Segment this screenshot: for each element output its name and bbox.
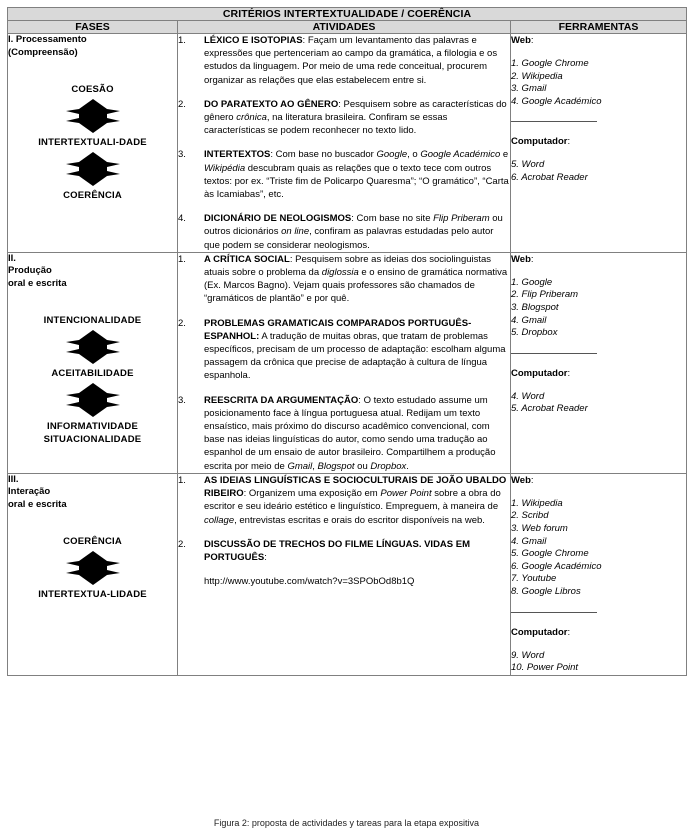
tools-divider (511, 121, 597, 122)
table-row (8, 252, 687, 473)
activity-text: AS IDEIAS LINGUÍSTICAS E SOCIOCULTURAIS DE JOÃO UBALDO RIBEIRO: Organizem uma exposição em Power Point sobre a obra do escritor e seu ideário estético e linguístico. Empreguem, à maneira de collage, entrevistas escritas e orais do escritor disponíveis na web. (204, 474, 507, 526)
tools-web-label: Web: (511, 35, 534, 46)
tool-item: 2. Wikipedia (511, 70, 563, 82)
phase-title: II. Produção oral e escrita (8, 252, 67, 289)
activities-cell (178, 252, 511, 473)
column-header-fases: FASES (8, 21, 178, 34)
tool-item: 3. Web forum (511, 523, 568, 535)
table-row (8, 34, 687, 253)
activity-item (178, 148, 510, 201)
activity-text: A CRÍTICA SOCIAL: Pesquisem sobre as ideias dos sociolinguistas atuais sobre o problema da diglossia e o ensino de gramática normativa (Ex. Marcos Bagno). Vejam quais professores são chamados de “gramáticos de plantão” e por quê. (204, 253, 508, 305)
table-row (8, 473, 687, 675)
double-arrow-icon (8, 551, 177, 585)
phase-term: INTERTEXTUALI-DADE (38, 137, 147, 148)
tools-cell (511, 34, 687, 253)
activity-item (178, 538, 510, 589)
activity-number: 1. (178, 253, 186, 265)
tools-computer-label: Computador: (511, 626, 571, 638)
activity-number: 1. (178, 474, 186, 486)
phase-term: ACEITABILIDADE (51, 368, 134, 380)
phase-term: INTENCIONALIDADE (43, 315, 142, 327)
table-title: CRITÉRIOS INTERTEXTUALIDADE / COERÊNCIA (8, 8, 687, 21)
tool-item: 2. Scribd (511, 510, 549, 522)
table-body (8, 34, 687, 676)
tools-web-list (511, 58, 686, 108)
table-title-row (8, 8, 687, 21)
tools-web-list (511, 277, 686, 340)
phase-cell (8, 252, 178, 473)
activity-text: REESCRITA DA ARGUMENTAÇÃO: O texto estudado assume um posicionamento face à língua portuguesa atual. Redijam um texto ensaístico, mais próximo do discurso acadêmico convencional, com base nas ideias linguísticas do autor, como sendo uma tradução ao espanhol de um ensaio de autor brasileiro. Compartilhem a produção escrita por meio de Gmail, Blogspot ou Dropbox. (204, 394, 496, 472)
tools-web-label: Web: (511, 474, 534, 486)
tool-item: 3. Blogspot (511, 302, 559, 314)
phase-term: INFORMATIVIDADE SITUACIONALIDADE (43, 421, 142, 446)
activity-number: 1. (178, 35, 186, 46)
phase-flow (8, 525, 177, 601)
tool-item: 5. Word (511, 159, 545, 171)
activity-text: INTERTEXTOS: Com base no buscador Google, o Google Académico e Wikipédia descubram quais as relações que o texto tece com outros textos: por ex. “Triste fim de Policarpo Quaresma”; “O gramático”, “Carta às Icamiabas”, etc. (204, 149, 509, 201)
phase-term: COERÊNCIA (63, 190, 122, 201)
tool-item: 4. Google Académico (511, 95, 602, 107)
double-arrow-icon (8, 383, 177, 417)
tools-web-label: Web: (511, 253, 534, 265)
tool-item: 1. Google Chrome (511, 58, 589, 69)
activity-number: 2. (178, 317, 186, 329)
activity-item (178, 317, 510, 383)
activity-url[interactable]: http://www.youtube.com/watch?v=3SPObOd8b1Q (204, 576, 415, 588)
tool-item: 8. Google Libros (511, 586, 581, 598)
activity-text: DO PARATEXTO AO GÊNERO: Pesquisem sobre as características do gênero crônica, na literatura brasileira. Confiram se essas características se podem reconhecer no texto lido. (204, 98, 507, 137)
double-arrow-icon (8, 330, 177, 364)
double-arrow-icon (8, 152, 177, 186)
tool-item: 3. Gmail (511, 83, 547, 95)
activity-text: LÉXICO E ISOTOPIAS: Façam um levantamento das palavras e expressões que pertenceriam ao campo da gramática, a filologia e os estudos da linguagem. Por meio de uma rede conceitual, procurem organizar as relações que elas estabelecem entre si. (204, 35, 498, 86)
tool-item: 2. Flip Priberam (511, 289, 579, 301)
tool-item: 4. Word (511, 390, 545, 402)
tools-cell (511, 473, 687, 675)
tools-divider (511, 612, 597, 613)
activity-item (178, 474, 510, 527)
activity-number: 3. (178, 394, 186, 406)
tool-item: 7. Youtube (511, 573, 557, 585)
double-arrow-icon (8, 99, 177, 133)
tool-item: 5. Google Chrome (511, 548, 589, 560)
tools-computer-list (511, 391, 686, 416)
criteria-table (7, 7, 687, 676)
tools-cell (511, 252, 687, 473)
tool-item: 5. Dropbox (511, 327, 558, 339)
table-header (8, 8, 687, 34)
tool-item: 4. Gmail (511, 535, 547, 547)
tool-item: 6. Acrobat Reader (511, 171, 588, 183)
phase-flow (8, 304, 177, 446)
activity-item (178, 34, 510, 87)
activity-item (178, 98, 510, 138)
activity-number: 4. (178, 213, 186, 225)
activity-text: PROBLEMAS GRAMATICAIS COMPARADOS PORTUGUÊS-ESPANHOL: A tradução de muitas obras, que tratam de problemas específicos, precisam de um processo de adaptação: escolham alguma passagem da crônica que precise de adaptação à cultura de língua espanhola. (204, 317, 506, 382)
phase-cell (8, 34, 178, 253)
tools-computer-label: Computador: (511, 136, 571, 148)
tools-computer-list (511, 159, 686, 184)
phase-title: III. Interação oral e escrita (8, 473, 67, 510)
tool-item: 6. Google Académico (511, 560, 602, 572)
activity-number: 3. (178, 149, 186, 161)
activities-cell (178, 34, 511, 253)
activities-cell (178, 473, 511, 675)
phase-title: I. Processamento (Compreensão) (8, 34, 87, 58)
phase-term: COESÃO (71, 84, 114, 95)
activity-number: 2. (178, 98, 186, 110)
activity-item (178, 394, 510, 473)
activity-text: DICIONÁRIO DE NEOLOGISMOS: Com base no site Flip Priberam ou outros dicionários on line, confiram as palavras estudadas pelo autor que podem se considerar neologismos. (204, 213, 503, 251)
tool-item: 1. Wikipedia (511, 497, 563, 509)
figure-caption: Figura 2: proposta de actividades y tareas para la etapa expositiva (213, 818, 480, 828)
activity-text: DISCUSSÃO DE TRECHOS DO FILME LÍNGUAS. VIDAS EM PORTUGUÊS: http://www.youtube.com/watch?v=3SPObOd8b1Q (204, 538, 510, 589)
tool-item: 4. Gmail (511, 314, 547, 326)
column-header-atividades: ATIVIDADES (178, 21, 511, 34)
tool-item: 1. Google (511, 276, 553, 288)
phase-term: COERÊNCIA (63, 536, 122, 548)
tools-divider (511, 353, 597, 354)
activity-item (178, 212, 510, 252)
tools-web-list (511, 498, 686, 599)
tools-computer-label: Computador: (511, 367, 571, 379)
phase-flow (8, 73, 177, 202)
column-header-ferramentas: FERRAMENTAS (511, 21, 687, 34)
activity-item (178, 253, 510, 306)
table-column-header-row (8, 21, 687, 34)
phase-cell (8, 473, 178, 675)
tool-item: 10. Power Point (511, 662, 579, 674)
activity-number: 2. (178, 538, 186, 550)
tools-computer-list (511, 650, 686, 675)
tool-item: 5. Acrobat Reader (511, 403, 588, 415)
phase-term: INTERTEXTUA-LIDADE (38, 589, 147, 601)
tool-item: 9. Word (511, 649, 545, 661)
